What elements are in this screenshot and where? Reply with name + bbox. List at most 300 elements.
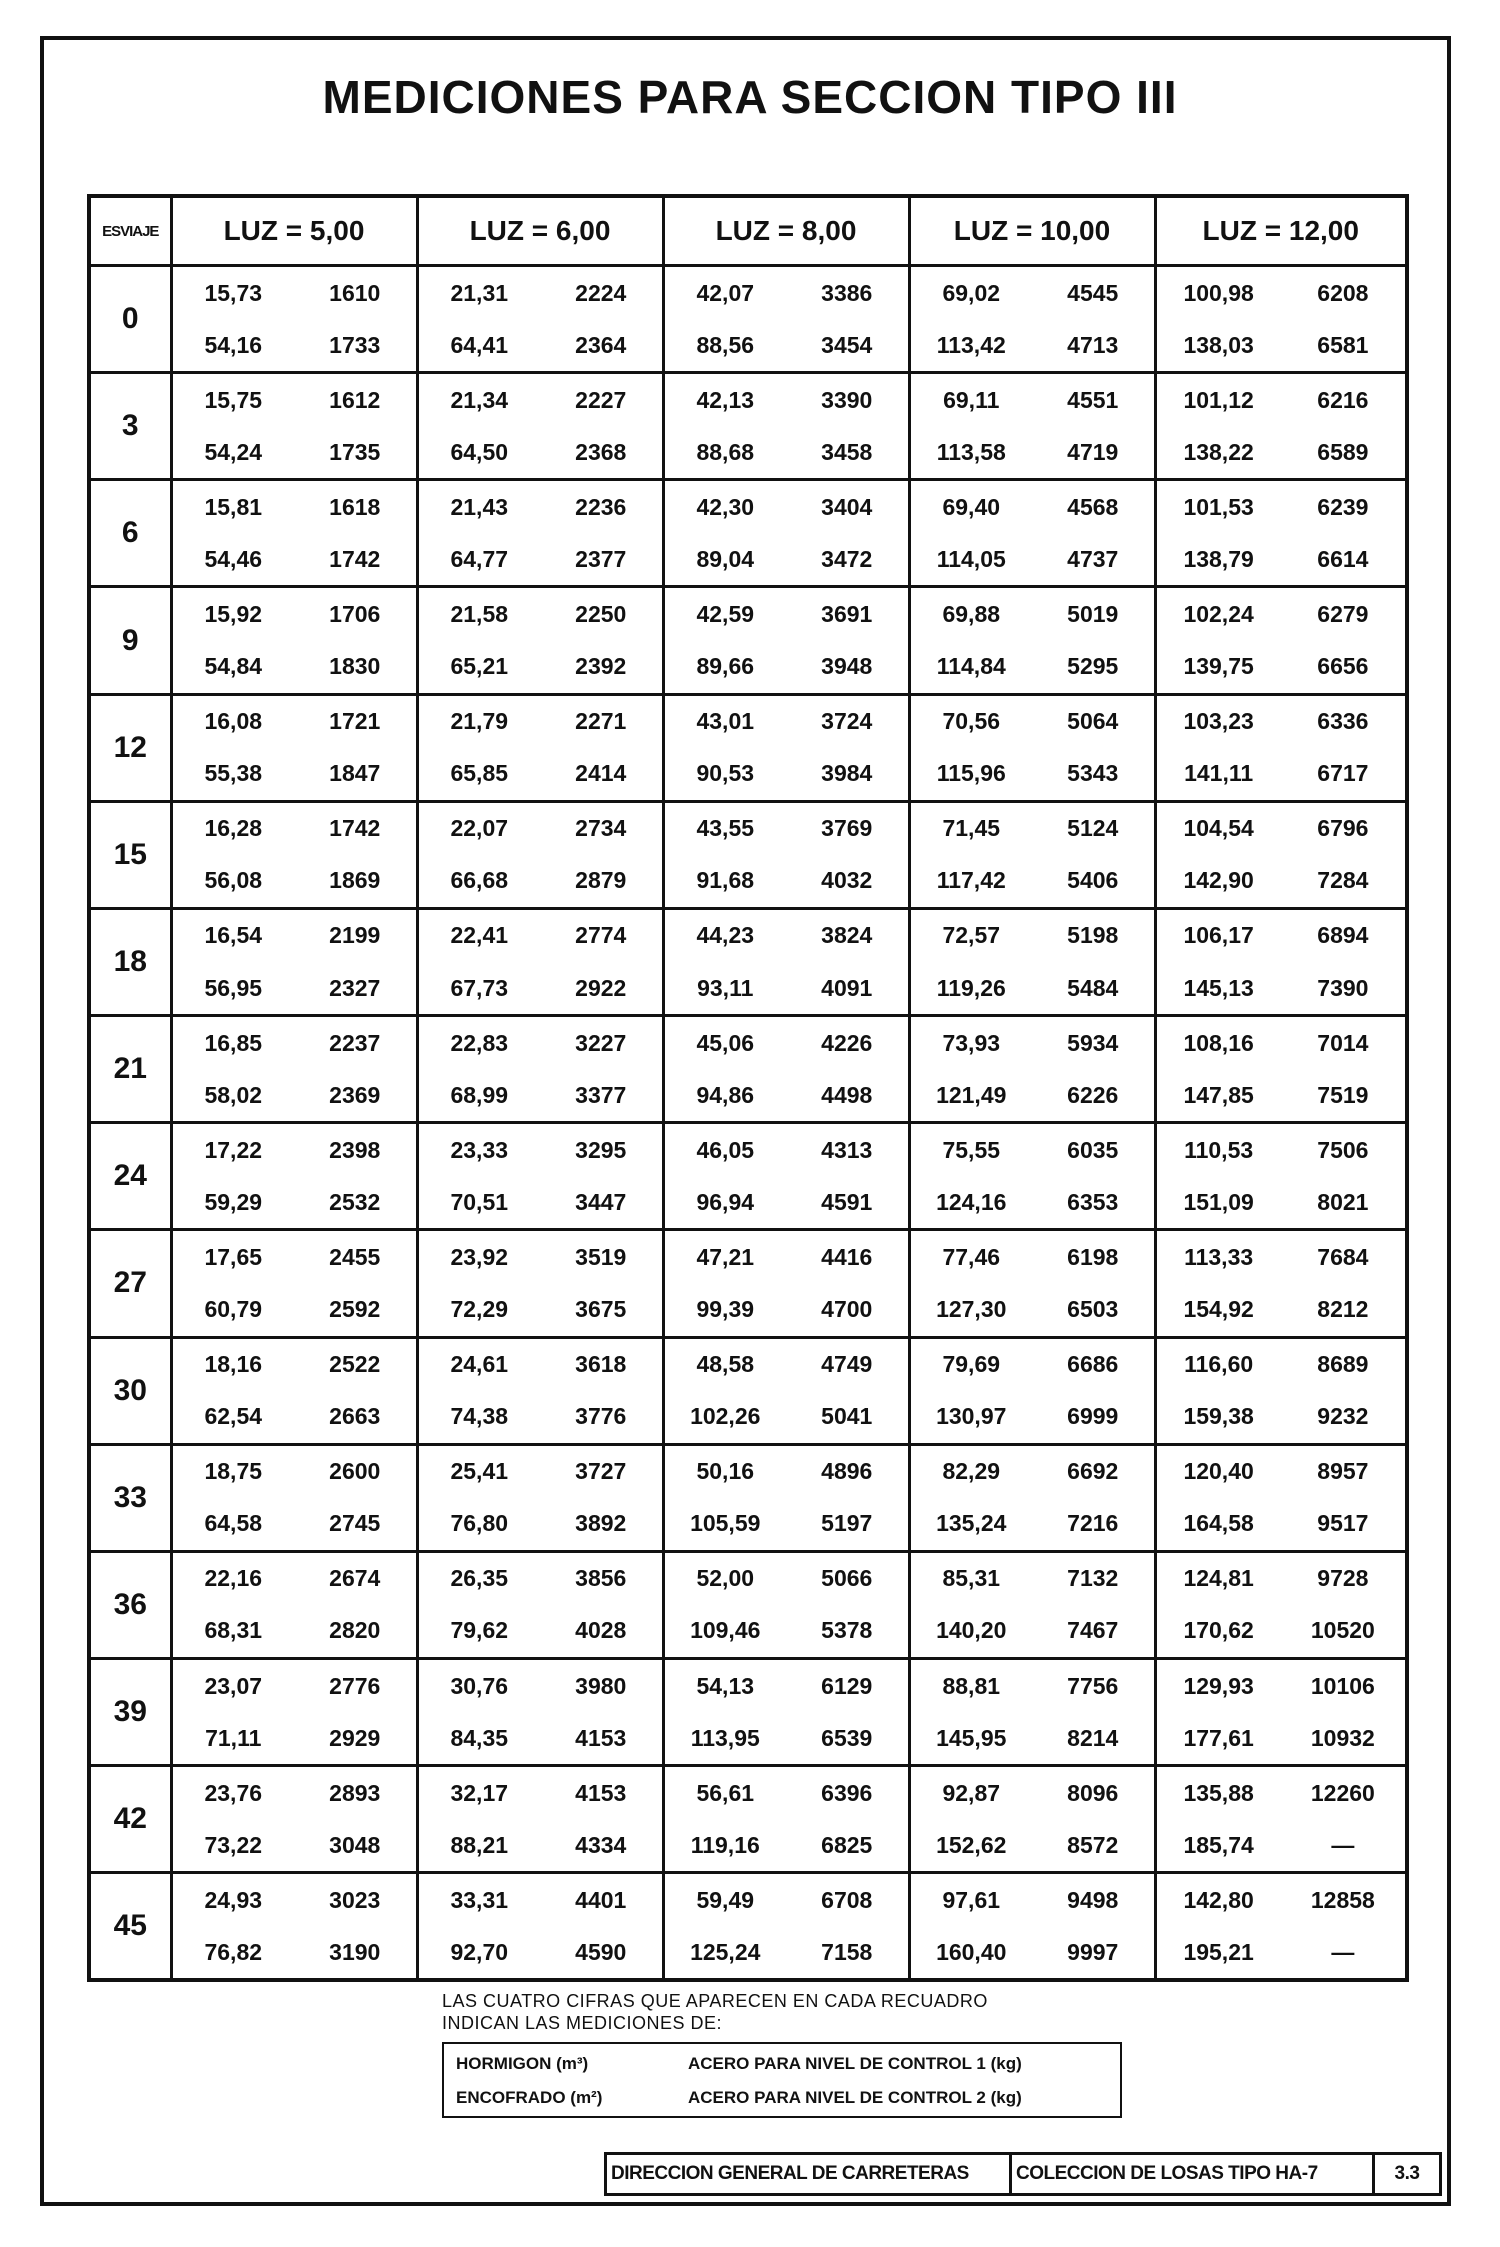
measurement-cell — [1155, 694, 1407, 801]
encofrado-value: 125,24 — [690, 1938, 761, 1965]
hormigon-value: 15,73 — [204, 279, 263, 306]
acero-1-value: 3824 — [821, 922, 873, 949]
legend-acero-1: ACERO PARA NIVEL DE CONTROL 1 (kg) — [688, 2054, 1022, 2073]
acero-1-value: 2522 — [329, 1351, 381, 1378]
acero-1-value: 7756 — [1067, 1672, 1119, 1699]
hormigon-value: 42,59 — [696, 601, 755, 627]
acero-2-value: 4153 — [575, 1724, 627, 1751]
acero-2-value: 6589 — [1317, 438, 1369, 465]
measurement-cell — [1155, 266, 1407, 373]
measurement-cell — [909, 373, 1155, 480]
encofrado-value: 195,21 — [1183, 1938, 1254, 1965]
acero-1-value: 3390 — [821, 386, 873, 413]
acero-1-value: 1721 — [329, 708, 381, 735]
acero-1-value: 2674 — [329, 1565, 381, 1592]
encofrado-value: 56,95 — [204, 974, 263, 1001]
acero-1-value: 2600 — [329, 1458, 381, 1485]
hormigon-value: 25,41 — [450, 1458, 509, 1485]
measurement-cell — [663, 480, 909, 587]
acero-1-value: 5198 — [1067, 922, 1119, 949]
encofrado-value: 96,94 — [696, 1188, 755, 1215]
measurement-cell — [663, 1873, 909, 1980]
acero-2-value: 3984 — [821, 760, 873, 787]
hormigon-value: 16,85 — [204, 1029, 263, 1056]
table-row — [89, 1551, 1407, 1658]
measurement-cell — [909, 908, 1155, 1015]
encofrado-value: 159,38 — [1183, 1403, 1254, 1430]
acero-1-value: 6035 — [1067, 1136, 1119, 1163]
acero-1-value: 5019 — [1067, 601, 1119, 627]
measurement-cell — [909, 694, 1155, 801]
acero-2-value: 8572 — [1067, 1831, 1119, 1858]
hormigon-value: 106,17 — [1183, 922, 1254, 949]
measurement-cell — [1155, 1337, 1407, 1444]
encofrado-value: 145,13 — [1183, 974, 1254, 1001]
acero-1-value: 6692 — [1067, 1458, 1119, 1485]
acero-2-value: 3472 — [821, 545, 873, 572]
acero-2-value: 2745 — [329, 1510, 381, 1537]
acero-1-value: 4313 — [821, 1136, 873, 1163]
encofrado-value: 68,31 — [204, 1617, 263, 1644]
measurement-cell — [171, 1659, 417, 1766]
acero-1-value: 2774 — [575, 922, 627, 949]
encofrado-value: 67,73 — [450, 974, 509, 1001]
acero-1-value: 1610 — [329, 279, 381, 306]
hormigon-value: 69,40 — [942, 493, 1001, 520]
measurement-cell — [417, 1123, 663, 1230]
acero-2-value: 6614 — [1317, 545, 1369, 572]
measurement-cell — [417, 694, 663, 801]
acero-2-value: 9232 — [1317, 1403, 1369, 1430]
hormigon-value: 69,11 — [943, 386, 1000, 413]
encofrado-value: 160,40 — [936, 1938, 1007, 1965]
acero-2-value: 4032 — [821, 867, 873, 894]
measurement-cell — [171, 1337, 417, 1444]
measurements-table — [87, 194, 1409, 1982]
hormigon-value: 97,61 — [942, 1886, 1001, 1913]
acero-2-value: 2369 — [329, 1081, 381, 1108]
encofrado-value: 99,39 — [696, 1296, 755, 1323]
measurement-cell — [909, 1766, 1155, 1873]
acero-1-value: 6208 — [1317, 279, 1369, 306]
hormigon-value: 30,76 — [450, 1672, 509, 1699]
encofrado-value: 79,62 — [450, 1617, 509, 1644]
table-row — [89, 1016, 1407, 1123]
acero-2-value: 7390 — [1317, 974, 1369, 1001]
encofrado-value: 147,85 — [1183, 1081, 1254, 1108]
acero-1-value: 4568 — [1067, 493, 1119, 520]
acero-2-value: 2929 — [329, 1724, 381, 1751]
legend-note-line: LAS CUATRO CIFRAS QUE APARECEN EN CADA RECUADRO — [442, 1991, 988, 2011]
table-row — [89, 1444, 1407, 1551]
table-row — [89, 480, 1407, 587]
acero-1-value: 2776 — [329, 1672, 381, 1699]
acero-1-value: 12260 — [1310, 1779, 1375, 1806]
acero-1-value: 1742 — [329, 815, 381, 842]
encofrado-value: 113,95 — [690, 1724, 760, 1751]
table-row — [89, 694, 1407, 801]
hormigon-value: 129,93 — [1183, 1672, 1254, 1699]
hormigon-value: 75,55 — [942, 1136, 1001, 1163]
acero-1-value: 3295 — [575, 1136, 627, 1163]
acero-1-value: 1618 — [329, 493, 381, 520]
encofrado-value: 139,75 — [1183, 653, 1254, 680]
acero-2-value: 4334 — [575, 1831, 627, 1858]
luz-header: LUZ = 10,00 — [909, 196, 1155, 266]
encofrado-value: 102,26 — [690, 1403, 761, 1430]
acero-2-value: 1742 — [329, 545, 381, 572]
encofrado-value: 88,68 — [696, 438, 755, 465]
hormigon-value: 22,07 — [450, 815, 509, 842]
footer-series: COLECCION DE LOSAS TIPO HA-7 — [1009, 2155, 1372, 2193]
esviaje-value: 39 — [89, 1659, 171, 1766]
table-row — [89, 587, 1407, 694]
measurement-cell — [663, 1230, 909, 1337]
acero-1-value: 3980 — [575, 1672, 627, 1699]
measurement-cell — [417, 1766, 663, 1873]
encofrado-value: 142,90 — [1183, 867, 1254, 894]
measurement-cell — [909, 480, 1155, 587]
encofrado-value: 54,24 — [204, 438, 263, 465]
hormigon-value: 47,21 — [696, 1243, 755, 1270]
measurement-cell — [171, 1766, 417, 1873]
encofrado-value: 164,58 — [1183, 1510, 1254, 1537]
acero-1-value: 3856 — [575, 1565, 627, 1592]
table-row — [89, 1337, 1407, 1444]
encofrado-value: 64,58 — [204, 1510, 263, 1537]
hormigon-value: 104,54 — [1183, 815, 1254, 842]
acero-1-value: 2224 — [575, 279, 627, 306]
legend-encofrado: ENCOFRADO (m²) — [456, 2088, 603, 2107]
measurement-cell — [417, 480, 663, 587]
encofrado-value: 119,16 — [690, 1831, 760, 1858]
acero-2-value: 7467 — [1067, 1617, 1119, 1644]
acero-1-value: 1706 — [329, 601, 381, 627]
acero-1-value: 4749 — [821, 1351, 873, 1378]
encofrado-value: 89,04 — [696, 545, 755, 572]
acero-2-value: — — [1331, 1938, 1355, 1965]
measurement-cell — [663, 801, 909, 908]
acero-1-value: 4416 — [821, 1243, 873, 1270]
measurement-cell — [171, 1444, 417, 1551]
measurement-cell — [171, 908, 417, 1015]
hormigon-value: 18,75 — [204, 1458, 263, 1485]
esviaje-value: 45 — [89, 1873, 171, 1980]
title-block — [604, 2152, 1442, 2196]
acero-2-value: 2327 — [329, 974, 381, 1001]
encofrado-value: 62,54 — [204, 1403, 263, 1430]
encofrado-value: 177,61 — [1183, 1724, 1254, 1751]
encofrado-value: 70,51 — [450, 1188, 509, 1215]
acero-2-value: 3377 — [575, 1081, 627, 1108]
esviaje-value: 9 — [89, 587, 171, 694]
measurement-cell — [417, 1337, 663, 1444]
acero-1-value: 9498 — [1067, 1886, 1119, 1913]
acero-2-value: 6353 — [1067, 1188, 1119, 1215]
measurement-cell — [909, 1659, 1155, 1766]
acero-2-value: 6503 — [1067, 1296, 1119, 1323]
hormigon-value: 72,57 — [942, 922, 1001, 949]
measurement-cell — [171, 373, 417, 480]
hormigon-value: 102,24 — [1183, 601, 1254, 627]
hormigon-value: 24,93 — [204, 1886, 263, 1913]
esviaje-value: 36 — [89, 1551, 171, 1658]
measurement-cell — [171, 587, 417, 694]
measurement-cell — [417, 1444, 663, 1551]
measurement-cell — [171, 480, 417, 587]
encofrado-value: 58,02 — [204, 1081, 263, 1108]
acero-2-value: 3948 — [821, 653, 873, 680]
hormigon-value: 101,12 — [1183, 386, 1254, 413]
encofrado-value: 89,66 — [696, 653, 755, 680]
measurement-cell — [417, 1016, 663, 1123]
hormigon-value: 85,31 — [942, 1565, 1001, 1592]
encofrado-value: 54,84 — [204, 653, 263, 680]
measurement-cell — [1155, 1016, 1407, 1123]
acero-2-value: 4028 — [575, 1617, 627, 1644]
encofrado-value: 151,09 — [1183, 1188, 1254, 1215]
measurement-cell — [663, 373, 909, 480]
encofrado-value: 138,03 — [1183, 331, 1254, 358]
footer-organization: DIRECCION GENERAL DE CARRETERAS — [611, 2163, 969, 2184]
esviaje-value: 6 — [89, 480, 171, 587]
hormigon-value: 22,41 — [450, 922, 509, 949]
measurement-cell — [171, 1551, 417, 1658]
encofrado-value: 119,26 — [936, 974, 1006, 1001]
hormigon-value: 88,81 — [942, 1672, 1001, 1699]
hormigon-value: 21,43 — [450, 493, 509, 520]
measurement-cell — [417, 266, 663, 373]
acero-1-value: 2271 — [575, 708, 627, 735]
hormigon-value: 24,61 — [450, 1351, 509, 1378]
hormigon-value: 32,17 — [450, 1779, 509, 1806]
hormigon-value: 23,92 — [450, 1243, 509, 1270]
table-row — [89, 908, 1407, 1015]
encofrado-value: 121,49 — [936, 1081, 1007, 1108]
measurement-cell — [1155, 1766, 1407, 1873]
measurement-cell — [1155, 480, 1407, 587]
measurement-cell — [1155, 1444, 1407, 1551]
acero-1-value: 2236 — [575, 493, 627, 520]
encofrado-value: 55,38 — [204, 760, 263, 787]
hormigon-value: 21,31 — [450, 279, 509, 306]
measurement-cell — [1155, 1873, 1407, 1980]
encofrado-value: 66,68 — [450, 867, 509, 894]
esviaje-value: 21 — [89, 1016, 171, 1123]
hormigon-value: 135,88 — [1183, 1779, 1254, 1806]
encofrado-value: 64,50 — [450, 438, 509, 465]
measurement-cell — [663, 1551, 909, 1658]
encofrado-value: 185,74 — [1183, 1831, 1254, 1858]
acero-1-value: 5124 — [1067, 815, 1119, 842]
acero-2-value: — — [1331, 1831, 1355, 1858]
hormigon-value: 23,33 — [450, 1136, 509, 1163]
acero-2-value: 2414 — [575, 760, 627, 787]
acero-2-value: 6825 — [821, 1831, 873, 1858]
measurement-cell — [663, 694, 909, 801]
measurement-cell — [1155, 908, 1407, 1015]
acero-2-value: 5406 — [1067, 867, 1119, 894]
hormigon-value: 70,56 — [942, 708, 1001, 735]
hormigon-value: 110,53 — [1184, 1136, 1254, 1163]
hormigon-value: 22,83 — [450, 1029, 509, 1056]
measurement-cell — [663, 908, 909, 1015]
encofrado-value: 170,62 — [1183, 1617, 1254, 1644]
hormigon-value: 15,81 — [204, 493, 263, 520]
acero-2-value: 5295 — [1067, 653, 1119, 680]
encofrado-value: 135,24 — [936, 1510, 1007, 1537]
acero-1-value: 2734 — [575, 815, 627, 842]
hormigon-value: 82,29 — [942, 1458, 1001, 1485]
acero-2-value: 4590 — [575, 1938, 627, 1965]
measurement-cell — [909, 266, 1155, 373]
acero-1-value: 4545 — [1067, 279, 1119, 306]
measurement-cell — [171, 1123, 417, 1230]
acero-2-value: 2368 — [575, 438, 627, 465]
hormigon-value: 16,08 — [204, 708, 263, 735]
acero-2-value: 6717 — [1317, 760, 1369, 787]
acero-1-value: 8689 — [1317, 1351, 1369, 1378]
esviaje-value: 27 — [89, 1230, 171, 1337]
acero-1-value: 6129 — [821, 1672, 873, 1699]
acero-1-value: 2237 — [329, 1029, 381, 1056]
acero-1-value: 2227 — [575, 386, 627, 413]
hormigon-value: 124,81 — [1183, 1565, 1254, 1592]
table-header-row — [89, 196, 1407, 266]
table-row — [89, 373, 1407, 480]
encofrado-value: 114,84 — [936, 653, 1006, 680]
acero-2-value: 2377 — [575, 545, 627, 572]
hormigon-value: 52,00 — [696, 1565, 755, 1592]
acero-2-value: 4498 — [821, 1081, 873, 1108]
hormigon-value: 42,13 — [696, 386, 755, 413]
acero-1-value: 6708 — [821, 1886, 873, 1913]
encofrado-value: 152,62 — [936, 1831, 1007, 1858]
measurement-cell — [909, 1123, 1155, 1230]
luz-header: LUZ = 5,00 — [171, 196, 417, 266]
acero-2-value: 4719 — [1067, 438, 1119, 465]
measurement-cell — [171, 266, 417, 373]
acero-2-value: 2532 — [329, 1188, 381, 1215]
acero-1-value: 6198 — [1067, 1243, 1119, 1270]
acero-2-value: 2922 — [575, 974, 627, 1001]
hormigon-value: 18,16 — [204, 1351, 263, 1378]
acero-2-value: 3458 — [821, 438, 873, 465]
hormigon-value: 77,46 — [942, 1243, 1001, 1270]
acero-1-value: 6686 — [1067, 1351, 1119, 1378]
hormigon-value: 17,65 — [204, 1243, 263, 1270]
encofrado-value: 113,58 — [936, 438, 1006, 465]
acero-1-value: 7014 — [1317, 1029, 1369, 1056]
acero-1-value: 3519 — [575, 1243, 627, 1270]
legend-note-line: INDICAN LAS MEDICIONES DE: — [442, 2013, 723, 2033]
encofrado-value: 90,53 — [696, 760, 755, 787]
measurement-cell — [663, 1337, 909, 1444]
acero-1-value: 12858 — [1310, 1886, 1375, 1913]
acero-2-value: 7284 — [1317, 867, 1369, 894]
hormigon-value: 73,93 — [942, 1029, 1001, 1056]
acero-1-value: 3618 — [575, 1351, 627, 1378]
acero-1-value: 3404 — [821, 493, 873, 520]
acero-2-value: 3048 — [329, 1831, 381, 1858]
acero-1-value: 2398 — [329, 1136, 381, 1163]
encofrado-value: 91,68 — [696, 867, 755, 894]
measurement-cell — [417, 908, 663, 1015]
acero-1-value: 3724 — [821, 708, 873, 735]
encofrado-value: 76,82 — [204, 1938, 263, 1965]
acero-1-value: 5934 — [1067, 1029, 1119, 1056]
encofrado-value: 113,42 — [936, 331, 1006, 358]
acero-2-value: 8021 — [1317, 1188, 1369, 1215]
measurement-cell — [417, 801, 663, 908]
acero-2-value: 1733 — [329, 331, 381, 358]
encofrado-value: 124,16 — [936, 1188, 1007, 1215]
acero-1-value: 9728 — [1317, 1565, 1369, 1592]
acero-1-value: 4896 — [821, 1458, 873, 1485]
table-row — [89, 1873, 1407, 1980]
acero-1-value: 6216 — [1317, 386, 1369, 413]
hormigon-value: 21,34 — [450, 386, 509, 413]
acero-2-value: 4591 — [821, 1188, 873, 1215]
table-row — [89, 801, 1407, 908]
legend-note — [442, 1990, 1142, 2034]
acero-2-value: 4700 — [821, 1296, 873, 1323]
acero-1-value: 6336 — [1317, 708, 1369, 735]
measurement-cell — [417, 1230, 663, 1337]
acero-2-value: 9997 — [1067, 1938, 1119, 1965]
acero-2-value: 3776 — [575, 1403, 627, 1430]
table-row — [89, 1659, 1407, 1766]
measurement-cell — [909, 1873, 1155, 1980]
luz-header: LUZ = 8,00 — [663, 196, 909, 266]
hormigon-value: 21,58 — [450, 601, 509, 627]
acero-1-value: 8957 — [1317, 1458, 1369, 1485]
acero-2-value: 3190 — [329, 1938, 381, 1965]
acero-1-value: 6279 — [1317, 601, 1369, 627]
acero-1-value: 6796 — [1317, 815, 1369, 842]
acero-2-value: 9517 — [1317, 1510, 1369, 1537]
acero-1-value: 3691 — [821, 601, 873, 627]
acero-2-value: 5484 — [1067, 974, 1119, 1001]
encofrado-value: 109,46 — [690, 1617, 761, 1644]
hormigon-value: 46,05 — [696, 1136, 755, 1163]
measurement-cell — [909, 1551, 1155, 1658]
legend — [442, 1990, 1142, 2118]
acero-1-value: 2199 — [329, 922, 381, 949]
acero-2-value: 6539 — [821, 1724, 873, 1751]
encofrado-value: 64,77 — [450, 545, 509, 572]
page-title: MEDICIONES PARA SECCION TIPO III — [322, 71, 1178, 123]
acero-1-value: 2455 — [329, 1243, 381, 1270]
hormigon-value: 59,49 — [696, 1886, 755, 1913]
encofrado-value: 93,11 — [697, 974, 754, 1001]
encofrado-value: 71,11 — [205, 1724, 262, 1751]
esviaje-value: 24 — [89, 1123, 171, 1230]
encofrado-value: 54,16 — [204, 331, 263, 358]
measurement-cell — [1155, 1123, 1407, 1230]
luz-header: LUZ = 12,00 — [1155, 196, 1407, 266]
encofrado-value: 59,29 — [204, 1188, 263, 1215]
hormigon-value: 42,30 — [696, 493, 755, 520]
acero-2-value: 6226 — [1067, 1081, 1119, 1108]
acero-1-value: 7506 — [1317, 1136, 1369, 1163]
hormigon-value: 54,13 — [696, 1672, 755, 1699]
acero-1-value: 2250 — [575, 601, 627, 627]
acero-2-value: 2364 — [575, 331, 627, 358]
encofrado-value: 88,21 — [450, 1831, 509, 1858]
acero-2-value: 4713 — [1067, 331, 1119, 358]
encofrado-value: 114,05 — [936, 545, 1006, 572]
